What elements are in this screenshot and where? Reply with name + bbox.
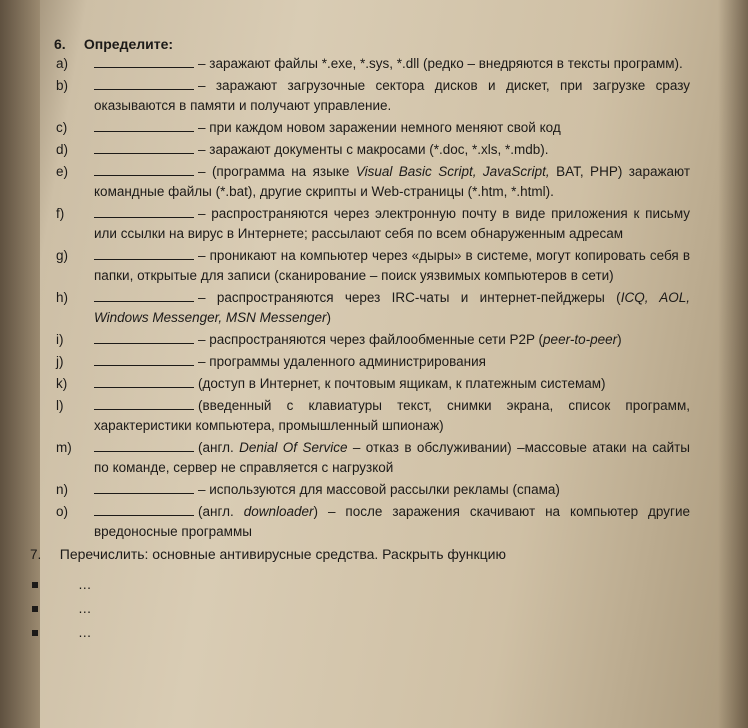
item-text-continued: ) xyxy=(326,310,331,325)
item-letter: j) xyxy=(56,354,64,369)
task-6-number: 6. xyxy=(54,36,66,52)
item-body xyxy=(94,438,690,478)
bullet-icon xyxy=(32,606,38,612)
task-6-title: Определите: xyxy=(83,36,174,52)
answer-blank[interactable] xyxy=(94,397,194,410)
task-item xyxy=(54,204,690,244)
task-item xyxy=(54,480,690,500)
item-body xyxy=(94,352,690,372)
item-text-continued: ) – после заражения скачивают на компьютер другие вредоносные программы xyxy=(94,504,691,539)
item-text: – заражают загрузочные сектора дисков и дискет, при загрузке сразу оказываются в памяти и получают управление. xyxy=(94,78,690,113)
item-text-continued: – отказ в обслуживании) –массовые атаки на сайты по команде, сервер не справляется с нагрузкой xyxy=(94,440,690,475)
item-letter: d) xyxy=(56,142,69,157)
bullet-item xyxy=(30,597,690,621)
answer-blank[interactable] xyxy=(94,331,194,344)
item-letter: k) xyxy=(56,376,68,391)
item-text: – распространяются через файлообменные сети P2P ( xyxy=(198,332,544,347)
item-text: – заражают документы с макросами (*.doc, *.xls, *.mdb). xyxy=(198,142,549,157)
item-body xyxy=(94,288,690,328)
item-body xyxy=(94,76,690,116)
task-6-items xyxy=(30,54,690,542)
task-7-number: 7. xyxy=(30,547,42,562)
page-right-shadow xyxy=(718,0,748,728)
item-text-continued: BAT, PHP) заражают командные файлы (*.bat), другие скрипты и Web-страницы (*.htm, *.html). xyxy=(94,164,691,199)
item-text: (англ. xyxy=(198,504,244,519)
answer-blank[interactable] xyxy=(94,375,194,388)
bullet-item xyxy=(30,621,690,645)
item-letter: m) xyxy=(56,440,72,455)
answer-blank[interactable] xyxy=(94,163,194,176)
answer-blank[interactable] xyxy=(94,141,194,154)
item-letter: h) xyxy=(56,290,69,305)
task-item xyxy=(54,396,690,436)
item-body xyxy=(94,374,690,394)
answer-blank[interactable] xyxy=(94,77,194,90)
bullet-icon xyxy=(32,630,38,636)
task-item xyxy=(54,330,690,350)
worksheet xyxy=(30,34,690,645)
task-6-heading xyxy=(30,34,690,54)
item-letter: g) xyxy=(56,248,69,263)
item-letter: a) xyxy=(56,56,69,71)
item-letter: e) xyxy=(56,164,69,179)
item-body xyxy=(94,162,690,202)
task-item xyxy=(54,54,690,74)
item-text: – (программа на языке xyxy=(198,164,356,179)
task-item xyxy=(54,118,690,138)
task-item xyxy=(54,246,690,286)
task-item xyxy=(54,352,690,372)
item-text: (введенный с клавиатуры текст, снимки экрана, список программ, характеристики компьютера, промышленный шпионаж) xyxy=(94,398,690,433)
answer-blank[interactable] xyxy=(94,481,194,494)
answer-blank[interactable] xyxy=(94,205,194,218)
item-body xyxy=(94,118,690,138)
item-letter: b) xyxy=(56,78,69,93)
item-text: (доступ в Интернет, к почтовым ящикам, к платежным системам) xyxy=(198,376,606,391)
item-text: (англ. xyxy=(198,440,240,455)
answer-blank[interactable] xyxy=(94,503,194,516)
item-body xyxy=(94,246,690,286)
item-body xyxy=(94,140,690,160)
item-body xyxy=(94,396,690,436)
item-text: – распространяются через IRC-чаты и интернет-пейджеры ( xyxy=(198,290,621,305)
task-7-bullets xyxy=(30,573,690,645)
bullet-text: … xyxy=(78,601,92,616)
item-italic-text: ICQ, AOL, Windows Messenger, MSN Messenger xyxy=(94,290,691,325)
item-italic-text: peer-to-peer xyxy=(543,332,618,347)
task-item xyxy=(54,438,690,478)
answer-blank[interactable] xyxy=(94,119,194,132)
item-letter: c) xyxy=(56,120,68,135)
item-letter: f) xyxy=(56,206,65,221)
answer-blank[interactable] xyxy=(94,289,194,302)
item-text: – заражают файлы *.exe, *.sys, *.dll (редко – внедряются в тексты программ). xyxy=(198,56,683,71)
task-item xyxy=(54,140,690,160)
task-7 xyxy=(30,544,690,565)
answer-blank[interactable] xyxy=(94,247,194,260)
item-body xyxy=(94,502,690,542)
item-letter: n) xyxy=(56,482,69,497)
answer-blank[interactable] xyxy=(94,353,194,366)
answer-blank[interactable] xyxy=(94,55,194,68)
task-item xyxy=(54,288,690,328)
bullet-item xyxy=(30,573,690,597)
task-item xyxy=(54,502,690,542)
bullet-text: … xyxy=(78,625,92,640)
item-italic-text: Denial Of Service xyxy=(239,440,348,455)
item-italic-text: Visual Basic Script, JavaScript, xyxy=(355,164,550,179)
item-text: – используются для массовой рассылки рекламы (спама) xyxy=(198,482,560,497)
task-7-text: Перечислить: основные антивирусные средства. Раскрыть функцию xyxy=(59,546,506,562)
item-italic-text: downloader xyxy=(243,504,314,519)
task-item xyxy=(54,162,690,202)
task-item xyxy=(54,76,690,116)
bullet-text: … xyxy=(78,577,92,592)
task-item xyxy=(54,374,690,394)
item-body xyxy=(94,204,690,244)
item-letter: i) xyxy=(56,332,64,347)
item-letter: l) xyxy=(56,398,64,413)
item-body xyxy=(94,480,690,500)
item-text: – при каждом новом заражении немного меняют свой код xyxy=(198,120,561,135)
item-text-continued: ) xyxy=(617,332,622,347)
answer-blank[interactable] xyxy=(94,439,194,452)
item-text: – распространяются через электронную почту в виде приложения к письму или ссылки на вирус в Интернете; рассылают себя по всем обнаруженным адресам xyxy=(94,206,690,241)
item-letter: o) xyxy=(56,504,69,519)
item-body xyxy=(94,54,690,74)
bullet-icon xyxy=(32,582,38,588)
item-text: – проникают на компьютер через «дыры» в системе, могут копировать себя в папки, открытые для записи (сканирование – поиск уязвимых компьютеров в сети) xyxy=(94,248,690,283)
item-body xyxy=(94,330,690,350)
item-text: – программы удаленного администрирования xyxy=(198,354,486,369)
